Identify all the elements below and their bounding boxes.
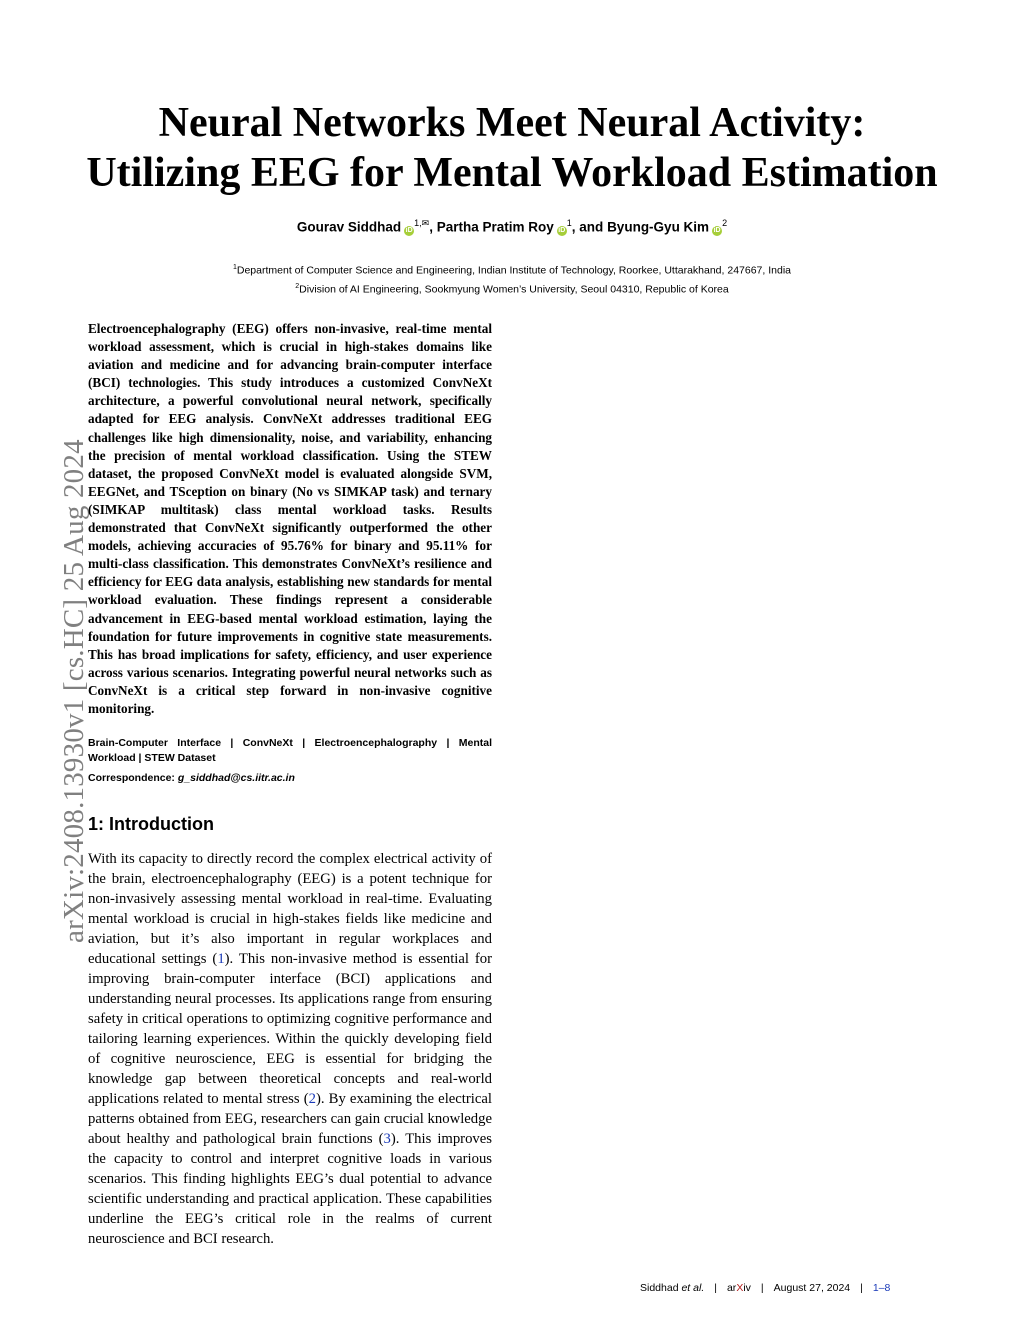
affiliations <box>60 260 964 297</box>
affiliation <box>60 279 964 298</box>
correspondence-email[interactable]: g_siddhad@cs.iitr.ac.in <box>177 772 295 785</box>
author-affil-mark: 1 <box>566 218 572 228</box>
text-run: ). By examining the electrical patterns obtained from EEG, researchers can gain crucial knowledge about healthy and pathological brain functions ( <box>88 1091 492 1148</box>
title-line-1: Neural Networks Meet Neural Activity: <box>158 100 866 146</box>
author-name: Partha Pratim Roy <box>436 219 554 235</box>
author-list <box>60 218 964 236</box>
author-separator: , and <box>571 219 608 235</box>
orcid-icon[interactable]: iD <box>558 226 566 234</box>
footer-author: Siddhad <box>640 1282 679 1294</box>
page-footer: Siddhad et al. | arXiv | August 27, 2024 | 1–8 <box>640 1282 891 1294</box>
citation-link[interactable]: 2 <box>308 1091 316 1108</box>
correspondence-label: Correspondence: <box>88 772 175 785</box>
footer-pages[interactable]: 1–8 <box>872 1282 891 1294</box>
keywords: Brain-Computer Interface | ConvNeXt | Electroencephalography | Mental Workload | STEW Dataset <box>88 737 492 765</box>
left-column <box>88 320 492 1249</box>
footer-etal: et al. <box>681 1282 705 1294</box>
author-affil-mark: 2 <box>722 218 728 228</box>
author-name: Gourav Siddhad <box>296 219 402 235</box>
text-run: With its capacity to directly record the complex electrical activity of the brain, electroencephalography (EEG) is a potent technique for non-invasively assessing mental workload in real-time. Evaluating mental workload is crucial in high-stakes fields like medicine and aviation, but it’s also important in regular workplaces and educational settings ( <box>88 851 492 968</box>
citation-link[interactable]: 1 <box>217 951 225 968</box>
author-affil-mark: 1,✉ <box>414 218 430 228</box>
title-line-2: Utilizing EEG for Mental Workload Estimation <box>86 150 938 196</box>
arxiv-side-stamp <box>20 345 90 945</box>
intro-paragraph-1 <box>88 849 492 1249</box>
abstract: Electroencephalography (EEG) offers non-invasive, real-time mental workload assessment, which is crucial in high-stakes domains like aviation and medicine and for advancing brain-computer interface (BCI) technologies. This study introduces a customized ConvNeXt architecture, a powerful convolutional neural network, specifically adapted for EEG analysis. ConvNeXt addresses traditional EEG challenges like high dimensionality, noise, and variability, enhancing the precision of mental workload classification. Using the STEW dataset, the proposed ConvNeXt model is evaluated alongside SVM, EEGNet, and TSception on binary (No vs SIMKAP task) and ternary (SIMKAP multitask) class mental workload tasks. Results demonstrated that ConvNeXt significantly outperformed the other models, achieving accuracies of 95.76% for binary and 95.11% for multi-class classification. This demonstrates ConvNeXt’s resilience and efficiency for EEG data analysis, establishing new standards for mental workload evaluation. These findings represent a considerable advancement in EEG-based mental workload estimation, laying the foundation for future improvements in cognitive state measurements. This has broad implications for safety, efficiency, and user experience across various scenarios. Integrating powerful neural networks such as ConvNeXt is a critical step forward in non-invasive cognitive monitoring. <box>88 321 492 716</box>
affiliation-mark: 2 <box>295 282 300 290</box>
section-heading: 1: Introduction <box>88 814 214 835</box>
affiliation-text: Department of Computer Science and Engineering, Indian Institute of Technology, Roorkee, Uttarakhand, 247667, India <box>236 264 792 277</box>
affiliation <box>60 260 964 279</box>
paper-title <box>60 98 964 198</box>
footer-date: August 27, 2024 <box>773 1282 851 1294</box>
citation-link[interactable]: 3 <box>383 1131 391 1148</box>
affiliation-text: Division of AI Engineering, Sookmyung Women’s University, Seoul 04310, Republic of Korea <box>299 283 729 295</box>
correspondence <box>88 772 492 784</box>
arxiv-identifier: arXiv:2408.13930v1 [cs.HC] 25 Aug 2024 <box>58 439 90 943</box>
orcid-icon[interactable]: iD <box>713 226 721 234</box>
text-run: ). This improves the capacity to control and interpret cognitive loads in various scenarios. This finding highlights EEG’s dual potential to advance scientific understanding and practical application. These capabilities underline the EEG’s critical role in the realms of current neuroscience and BCI research. <box>88 1131 492 1248</box>
orcid-icon[interactable]: iD <box>405 226 413 234</box>
author-name: Byung-Gyu Kim <box>607 219 710 235</box>
affiliation-mark: 1 <box>232 264 237 271</box>
author-separator: , <box>429 219 437 235</box>
text-run: ). This non-invasive method is essential for improving brain-computer interface (BCI) applications and understanding neural processes. Its applications range from ensuring safety in critical operations to optimizing cognitive performance and tailoring learning experiences. Within the quickly developing field of cognitive neuroscience, EEG is essential for bridging the knowledge gap between theoretical concepts and real-world applications related to mental stress ( <box>88 951 492 1108</box>
footer-venue: arXiv <box>726 1282 751 1294</box>
